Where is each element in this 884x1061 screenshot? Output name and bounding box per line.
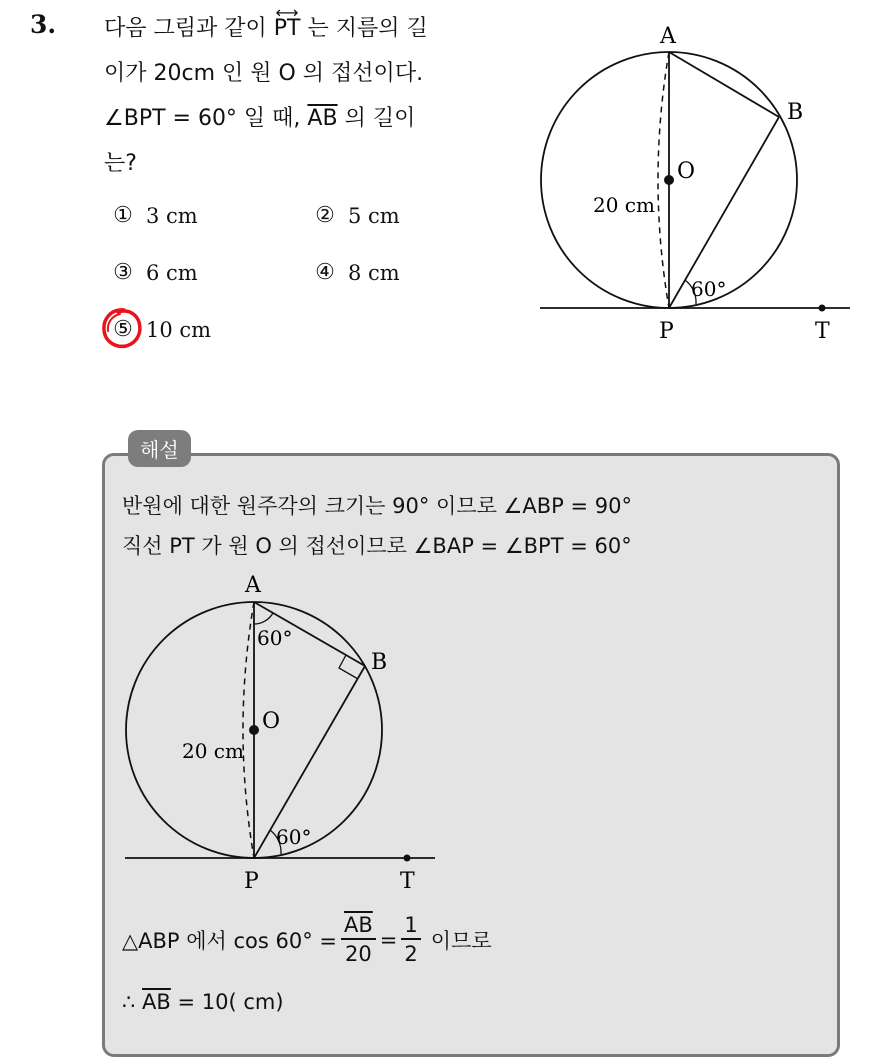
question-line-3: ∠BPT = 60° 일 때, $\overline{AB}$ 의 길이 bbox=[104, 106, 416, 131]
label-angle-p: 60° bbox=[276, 825, 312, 849]
cosine-formula: △ABP 에서 cos 60° = $\frac{\overline{AB}}{20}$ = $\frac{1}{2}$ 이므로 bbox=[122, 913, 492, 966]
choice-4[interactable]: ④ 8 cm bbox=[315, 260, 400, 285]
question-text bbox=[104, 6, 509, 186]
choice-1[interactable]: ① 3 cm bbox=[113, 203, 198, 228]
answer-circle-mark bbox=[100, 306, 144, 350]
label-t: T bbox=[400, 869, 415, 894]
question-line-1: 다음 그림과 같이 ⟷ PT 는 지름의 길 bbox=[104, 6, 509, 51]
choice-2[interactable]: ② 5 cm bbox=[315, 203, 400, 228]
question-figure bbox=[535, 20, 855, 350]
question-number: 3. bbox=[30, 10, 57, 39]
solution-line-2: 직선 PT 가 원 O 의 접선이므로 ∠BAP = ∠BPT = 60° bbox=[122, 534, 632, 558]
solution-figure bbox=[120, 568, 440, 898]
label-b: B bbox=[787, 100, 804, 125]
right-angle-mark bbox=[339, 655, 358, 679]
fraction-1-2: $\frac{1}{2}$ bbox=[401, 912, 420, 968]
label-o: O bbox=[262, 709, 281, 734]
question-line-2: 이가 20cm 인 원 O 의 접선이다. bbox=[104, 61, 424, 86]
fraction-ab-20: $\frac{\overline{AB}}{20}$ bbox=[341, 912, 376, 968]
label-p: P bbox=[244, 869, 259, 894]
segment-ab-line bbox=[669, 52, 779, 117]
line-pt: ⟷ PT bbox=[274, 6, 301, 51]
label-a: A bbox=[660, 24, 676, 49]
point-t bbox=[819, 305, 826, 312]
label-p: P bbox=[659, 319, 674, 344]
choice-3[interactable]: ③ 6 cm bbox=[113, 260, 198, 285]
label-a: A bbox=[245, 573, 261, 598]
label-angle: 60° bbox=[691, 277, 727, 301]
segment-ab: $\overline{AB}$ bbox=[142, 990, 171, 1014]
solution-line-1: 반원에 대한 원주각의 크기는 90° 이므로 ∠ABP = 90° bbox=[122, 494, 632, 518]
point-t bbox=[404, 855, 411, 862]
solution-tag: 해설 bbox=[128, 430, 191, 467]
label-t: T bbox=[815, 319, 830, 344]
label-o: O bbox=[677, 159, 696, 184]
conclusion-line: ∴ $\overline{AB} = 10$( cm) bbox=[122, 990, 284, 1014]
label-diameter: 20 cm bbox=[182, 739, 244, 763]
choice-5[interactable]: ⑤ 10 cm bbox=[113, 317, 212, 342]
angle-arc-a bbox=[254, 613, 273, 624]
center-point bbox=[664, 175, 674, 185]
segment-ab: $\overline{AB}$ bbox=[307, 106, 338, 131]
label-diameter: 20 cm bbox=[593, 193, 655, 217]
question-line-4: 는? bbox=[104, 151, 137, 176]
label-angle-a: 60° bbox=[257, 626, 293, 650]
center-point bbox=[249, 725, 259, 735]
label-b: B bbox=[371, 650, 388, 675]
